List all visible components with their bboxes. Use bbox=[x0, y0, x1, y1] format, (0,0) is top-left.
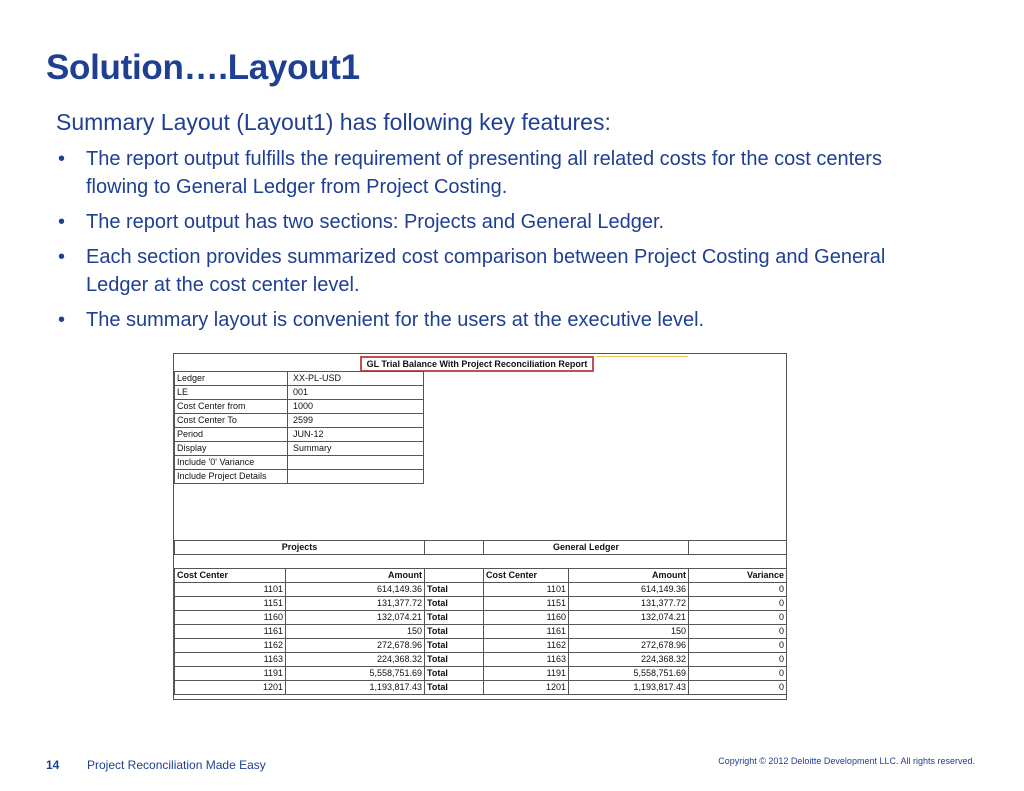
feature-item: • The report output fulfills the requirement of presenting all related costs for the cost centers flowing to General Ledger from Project Costing. bbox=[56, 145, 896, 201]
project-amount: 150 bbox=[286, 625, 425, 639]
table-row bbox=[175, 611, 787, 625]
project-cost-center: 1201 bbox=[175, 681, 286, 695]
total-label: Total bbox=[425, 639, 484, 653]
variance-header: Variance bbox=[689, 569, 787, 583]
parameter-label: Cost Center To bbox=[175, 414, 288, 428]
variance-value: 0 bbox=[689, 653, 787, 667]
project-cost-center: 1161 bbox=[175, 625, 286, 639]
project-cost-center: 1163 bbox=[175, 653, 286, 667]
gl-amount: 131,377.72 bbox=[569, 597, 689, 611]
parameter-value: Summary bbox=[288, 442, 424, 456]
parameter-row bbox=[175, 442, 424, 456]
parameter-label: Cost Center from bbox=[175, 400, 288, 414]
table-row bbox=[175, 639, 787, 653]
parameter-label: Include Project Details bbox=[175, 470, 288, 484]
variance-value: 0 bbox=[689, 681, 787, 695]
footer-title: Project Reconciliation Made Easy bbox=[87, 758, 266, 772]
project-amount: 614,149.36 bbox=[286, 583, 425, 597]
empty-cell bbox=[175, 555, 787, 569]
table-row bbox=[175, 597, 787, 611]
parameter-label: Ledger bbox=[175, 372, 288, 386]
parameter-label: Display bbox=[175, 442, 288, 456]
feature-item: • Each section provides summarized cost comparison between Project Costing and General Ledger at the cost center level. bbox=[56, 243, 896, 299]
gl-amount: 614,149.36 bbox=[569, 583, 689, 597]
table-row bbox=[175, 667, 787, 681]
report-spreadsheet bbox=[173, 353, 787, 700]
gl-cost-center: 1191 bbox=[484, 667, 569, 681]
gl-cost-center: 1163 bbox=[484, 653, 569, 667]
empty-cell bbox=[425, 541, 484, 555]
parameter-label: LE bbox=[175, 386, 288, 400]
parameter-value bbox=[288, 470, 424, 484]
project-amount: 131,377.72 bbox=[286, 597, 425, 611]
parameter-table bbox=[174, 371, 424, 484]
project-amount: 132,074.21 bbox=[286, 611, 425, 625]
parameter-row bbox=[175, 386, 424, 400]
variance-value: 0 bbox=[689, 625, 787, 639]
column-header-row bbox=[175, 569, 787, 583]
gl-amount-header: Amount bbox=[569, 569, 689, 583]
section-header-row bbox=[175, 541, 787, 555]
empty-cell bbox=[689, 541, 787, 555]
gl-cost-center: 1201 bbox=[484, 681, 569, 695]
gl-section-label: General Ledger bbox=[484, 541, 689, 555]
total-label: Total bbox=[425, 681, 484, 695]
table-row bbox=[175, 681, 787, 695]
parameter-row bbox=[175, 470, 424, 484]
variance-value: 0 bbox=[689, 597, 787, 611]
parameter-value: 001 bbox=[288, 386, 424, 400]
total-label: Total bbox=[425, 583, 484, 597]
project-cost-center: 1151 bbox=[175, 597, 286, 611]
gl-cost-center-header: Cost Center bbox=[484, 569, 569, 583]
parameter-row bbox=[175, 414, 424, 428]
parameter-value: 1000 bbox=[288, 400, 424, 414]
gl-cost-center: 1101 bbox=[484, 583, 569, 597]
parameter-value: 2599 bbox=[288, 414, 424, 428]
variance-value: 0 bbox=[689, 667, 787, 681]
parameter-value bbox=[288, 456, 424, 470]
project-cost-center: 1160 bbox=[175, 611, 286, 625]
report-title: GL Trial Balance With Project Reconciliation Report bbox=[360, 356, 594, 372]
parameter-label: Period bbox=[175, 428, 288, 442]
project-amount: 224,368.32 bbox=[286, 653, 425, 667]
table-row bbox=[175, 625, 787, 639]
total-label: Total bbox=[425, 597, 484, 611]
reconciliation-table bbox=[174, 540, 787, 695]
project-cost-center: 1162 bbox=[175, 639, 286, 653]
page-number: 14 bbox=[46, 758, 60, 772]
project-amount: 1,193,817.43 bbox=[286, 681, 425, 695]
table-row bbox=[175, 653, 787, 667]
gl-cost-center: 1161 bbox=[484, 625, 569, 639]
cost-center-header: Cost Center bbox=[175, 569, 286, 583]
empty-cell bbox=[425, 569, 484, 583]
variance-value: 0 bbox=[689, 583, 787, 597]
parameter-label: Include '0' Variance bbox=[175, 456, 288, 470]
feature-item: • The report output has two sections: Projects and General Ledger. bbox=[56, 208, 896, 236]
gl-cost-center: 1162 bbox=[484, 639, 569, 653]
parameter-row bbox=[175, 428, 424, 442]
parameter-value: XX-PL-USD bbox=[288, 372, 424, 386]
parameter-row bbox=[175, 372, 424, 386]
copyright-notice: Copyright © 2012 Deloitte Development LLC. All rights reserved. bbox=[718, 756, 975, 766]
spacer-row bbox=[175, 555, 787, 569]
gl-cost-center: 1160 bbox=[484, 611, 569, 625]
project-amount: 5,558,751.69 bbox=[286, 667, 425, 681]
feature-list bbox=[56, 145, 896, 341]
slide-title: Solution….Layout1 bbox=[46, 48, 360, 87]
intro-text: Summary Layout (Layout1) has following key features: bbox=[56, 109, 611, 135]
table-row bbox=[175, 583, 787, 597]
gl-amount: 272,678.96 bbox=[569, 639, 689, 653]
parameter-row bbox=[175, 456, 424, 470]
gl-amount: 1,193,817.43 bbox=[569, 681, 689, 695]
parameter-row bbox=[175, 400, 424, 414]
amount-header: Amount bbox=[286, 569, 425, 583]
parameter-value: JUN-12 bbox=[288, 428, 424, 442]
gl-amount: 224,368.32 bbox=[569, 653, 689, 667]
gl-amount: 150 bbox=[569, 625, 689, 639]
project-cost-center: 1191 bbox=[175, 667, 286, 681]
feature-item: • The summary layout is convenient for the users at the executive level. bbox=[56, 306, 896, 334]
variance-value: 0 bbox=[689, 639, 787, 653]
gl-cost-center: 1151 bbox=[484, 597, 569, 611]
total-label: Total bbox=[425, 653, 484, 667]
variance-value: 0 bbox=[689, 611, 787, 625]
gl-amount: 132,074.21 bbox=[569, 611, 689, 625]
project-amount: 272,678.96 bbox=[286, 639, 425, 653]
title-underline bbox=[596, 356, 688, 357]
total-label: Total bbox=[425, 611, 484, 625]
projects-section-label: Projects bbox=[175, 541, 425, 555]
project-cost-center: 1101 bbox=[175, 583, 286, 597]
gl-amount: 5,558,751.69 bbox=[569, 667, 689, 681]
total-label: Total bbox=[425, 667, 484, 681]
total-label: Total bbox=[425, 625, 484, 639]
